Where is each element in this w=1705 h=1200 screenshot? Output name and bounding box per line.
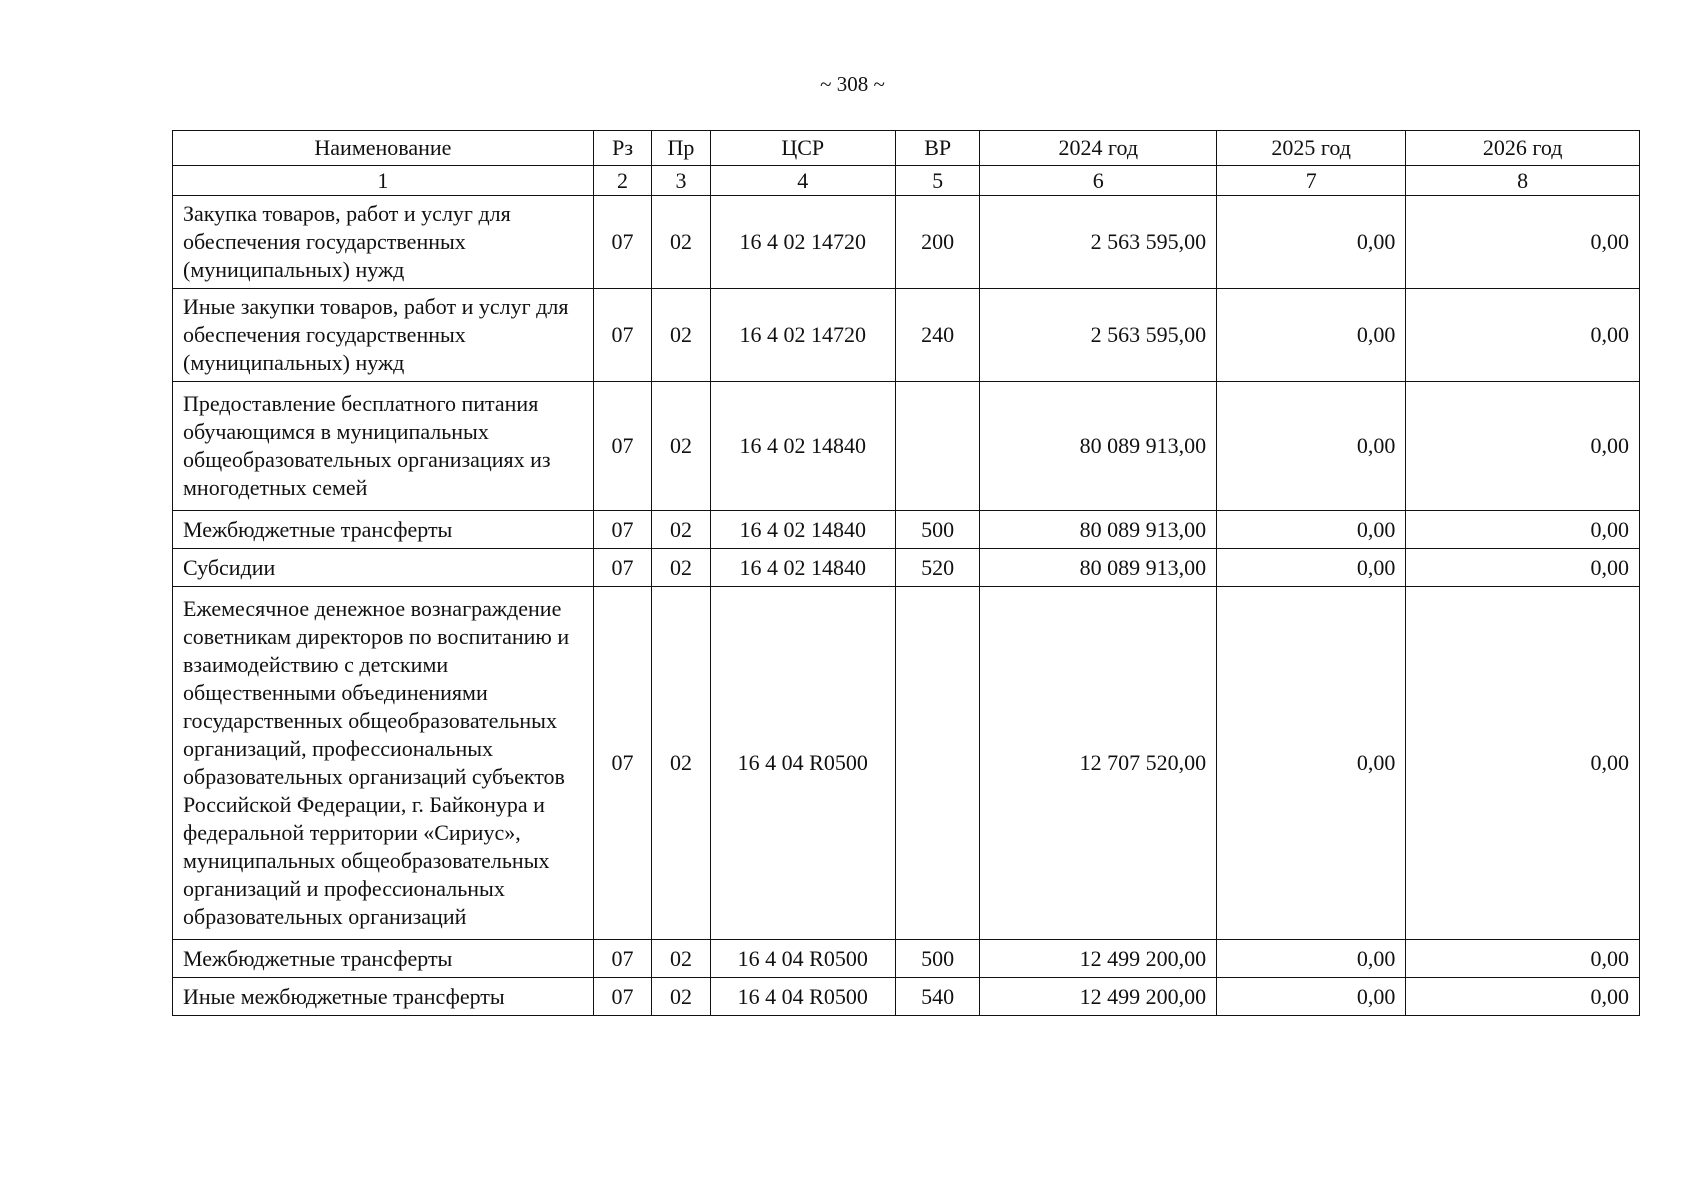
table-row [173,196,1640,289]
header-rz: Рз [593,131,651,166]
header-name: Наименование [173,131,594,166]
row-rz: 07 [593,382,651,511]
row-2025: 0,00 [1217,382,1406,511]
row-csr: 16 4 04 R0500 [710,940,895,978]
row-2026: 0,00 [1406,289,1640,382]
budget-table [172,130,1640,1016]
row-2024: 12 499 200,00 [980,940,1217,978]
row-csr: 16 4 02 14720 [710,196,895,289]
row-2024: 12 707 520,00 [980,587,1217,940]
row-name: Закупка товаров, работ и услуг для обеспечения государственных (муниципальных) нужд [173,196,594,289]
header-2024: 2024 год [980,131,1217,166]
row-vr: 240 [895,289,980,382]
row-rz: 07 [593,940,651,978]
row-pr: 02 [652,382,710,511]
row-vr: 540 [895,978,980,1016]
row-pr: 02 [652,196,710,289]
table-row [173,511,1640,549]
row-csr: 16 4 02 14840 [710,511,895,549]
column-number: 3 [652,166,710,196]
row-2025: 0,00 [1217,549,1406,587]
header-row [173,131,1640,166]
row-csr: 16 4 02 14840 [710,382,895,511]
row-vr [895,587,980,940]
table-row [173,382,1640,511]
row-pr: 02 [652,940,710,978]
row-pr: 02 [652,511,710,549]
row-2024: 2 563 595,00 [980,289,1217,382]
table-row [173,940,1640,978]
column-number: 8 [1406,166,1640,196]
row-vr: 500 [895,511,980,549]
row-2025: 0,00 [1217,940,1406,978]
row-pr: 02 [652,289,710,382]
row-name: Иные межбюджетные трансферты [173,978,594,1016]
row-pr: 02 [652,978,710,1016]
row-2026: 0,00 [1406,940,1640,978]
column-number: 2 [593,166,651,196]
row-rz: 07 [593,587,651,940]
page-number: ~ 308 ~ [820,72,885,96]
row-name: Иные закупки товаров, работ и услуг для обеспечения государственных (муниципальных) нужд [173,289,594,382]
row-name: Ежемесячное денежное вознаграждение советникам директоров по воспитанию и взаимодействию с детскими общественными объединениями государственных общеобразовательных организаций, профессиональных образовательных организаций субъектов Российской Федерации, г. Байконура и федеральной территории «Сириус», муниципальных общеобразовательных организаций и профессиональных образовательных организаций [173,587,594,940]
row-csr: 16 4 04 R0500 [710,587,895,940]
column-numbers-row [173,166,1640,196]
row-2024: 80 089 913,00 [980,549,1217,587]
row-2024: 80 089 913,00 [980,511,1217,549]
row-2025: 0,00 [1217,289,1406,382]
row-pr: 02 [652,587,710,940]
row-2025: 0,00 [1217,978,1406,1016]
column-number: 6 [980,166,1217,196]
header-2025: 2025 год [1217,131,1406,166]
row-rz: 07 [593,549,651,587]
header-csr: ЦСР [710,131,895,166]
row-vr: 520 [895,549,980,587]
row-rz: 07 [593,289,651,382]
header-vr: ВР [895,131,980,166]
row-vr [895,382,980,511]
row-2026: 0,00 [1406,511,1640,549]
table-row [173,978,1640,1016]
row-2026: 0,00 [1406,196,1640,289]
row-rz: 07 [593,196,651,289]
row-2026: 0,00 [1406,978,1640,1016]
row-2026: 0,00 [1406,549,1640,587]
row-name: Межбюджетные трансферты [173,511,594,549]
header-pr: Пр [652,131,710,166]
row-2025: 0,00 [1217,196,1406,289]
row-rz: 07 [593,978,651,1016]
row-name: Субсидии [173,549,594,587]
row-2024: 12 499 200,00 [980,978,1217,1016]
row-2026: 0,00 [1406,382,1640,511]
row-csr: 16 4 02 14720 [710,289,895,382]
column-number: 4 [710,166,895,196]
row-2024: 80 089 913,00 [980,382,1217,511]
column-number: 1 [173,166,594,196]
row-pr: 02 [652,549,710,587]
row-vr: 500 [895,940,980,978]
table-row [173,289,1640,382]
table-row [173,549,1640,587]
row-name: Предоставление бесплатного питания обучающимся в муниципальных общеобразовательных организациях из многодетных семей [173,382,594,511]
row-2026: 0,00 [1406,587,1640,940]
header-2026: 2026 год [1406,131,1640,166]
column-number: 7 [1217,166,1406,196]
row-name: Межбюджетные трансферты [173,940,594,978]
table-row [173,587,1640,940]
row-2025: 0,00 [1217,587,1406,940]
row-rz: 07 [593,511,651,549]
row-2024: 2 563 595,00 [980,196,1217,289]
column-number: 5 [895,166,980,196]
row-csr: 16 4 02 14840 [710,549,895,587]
row-2025: 0,00 [1217,511,1406,549]
row-csr: 16 4 04 R0500 [710,978,895,1016]
row-vr: 200 [895,196,980,289]
